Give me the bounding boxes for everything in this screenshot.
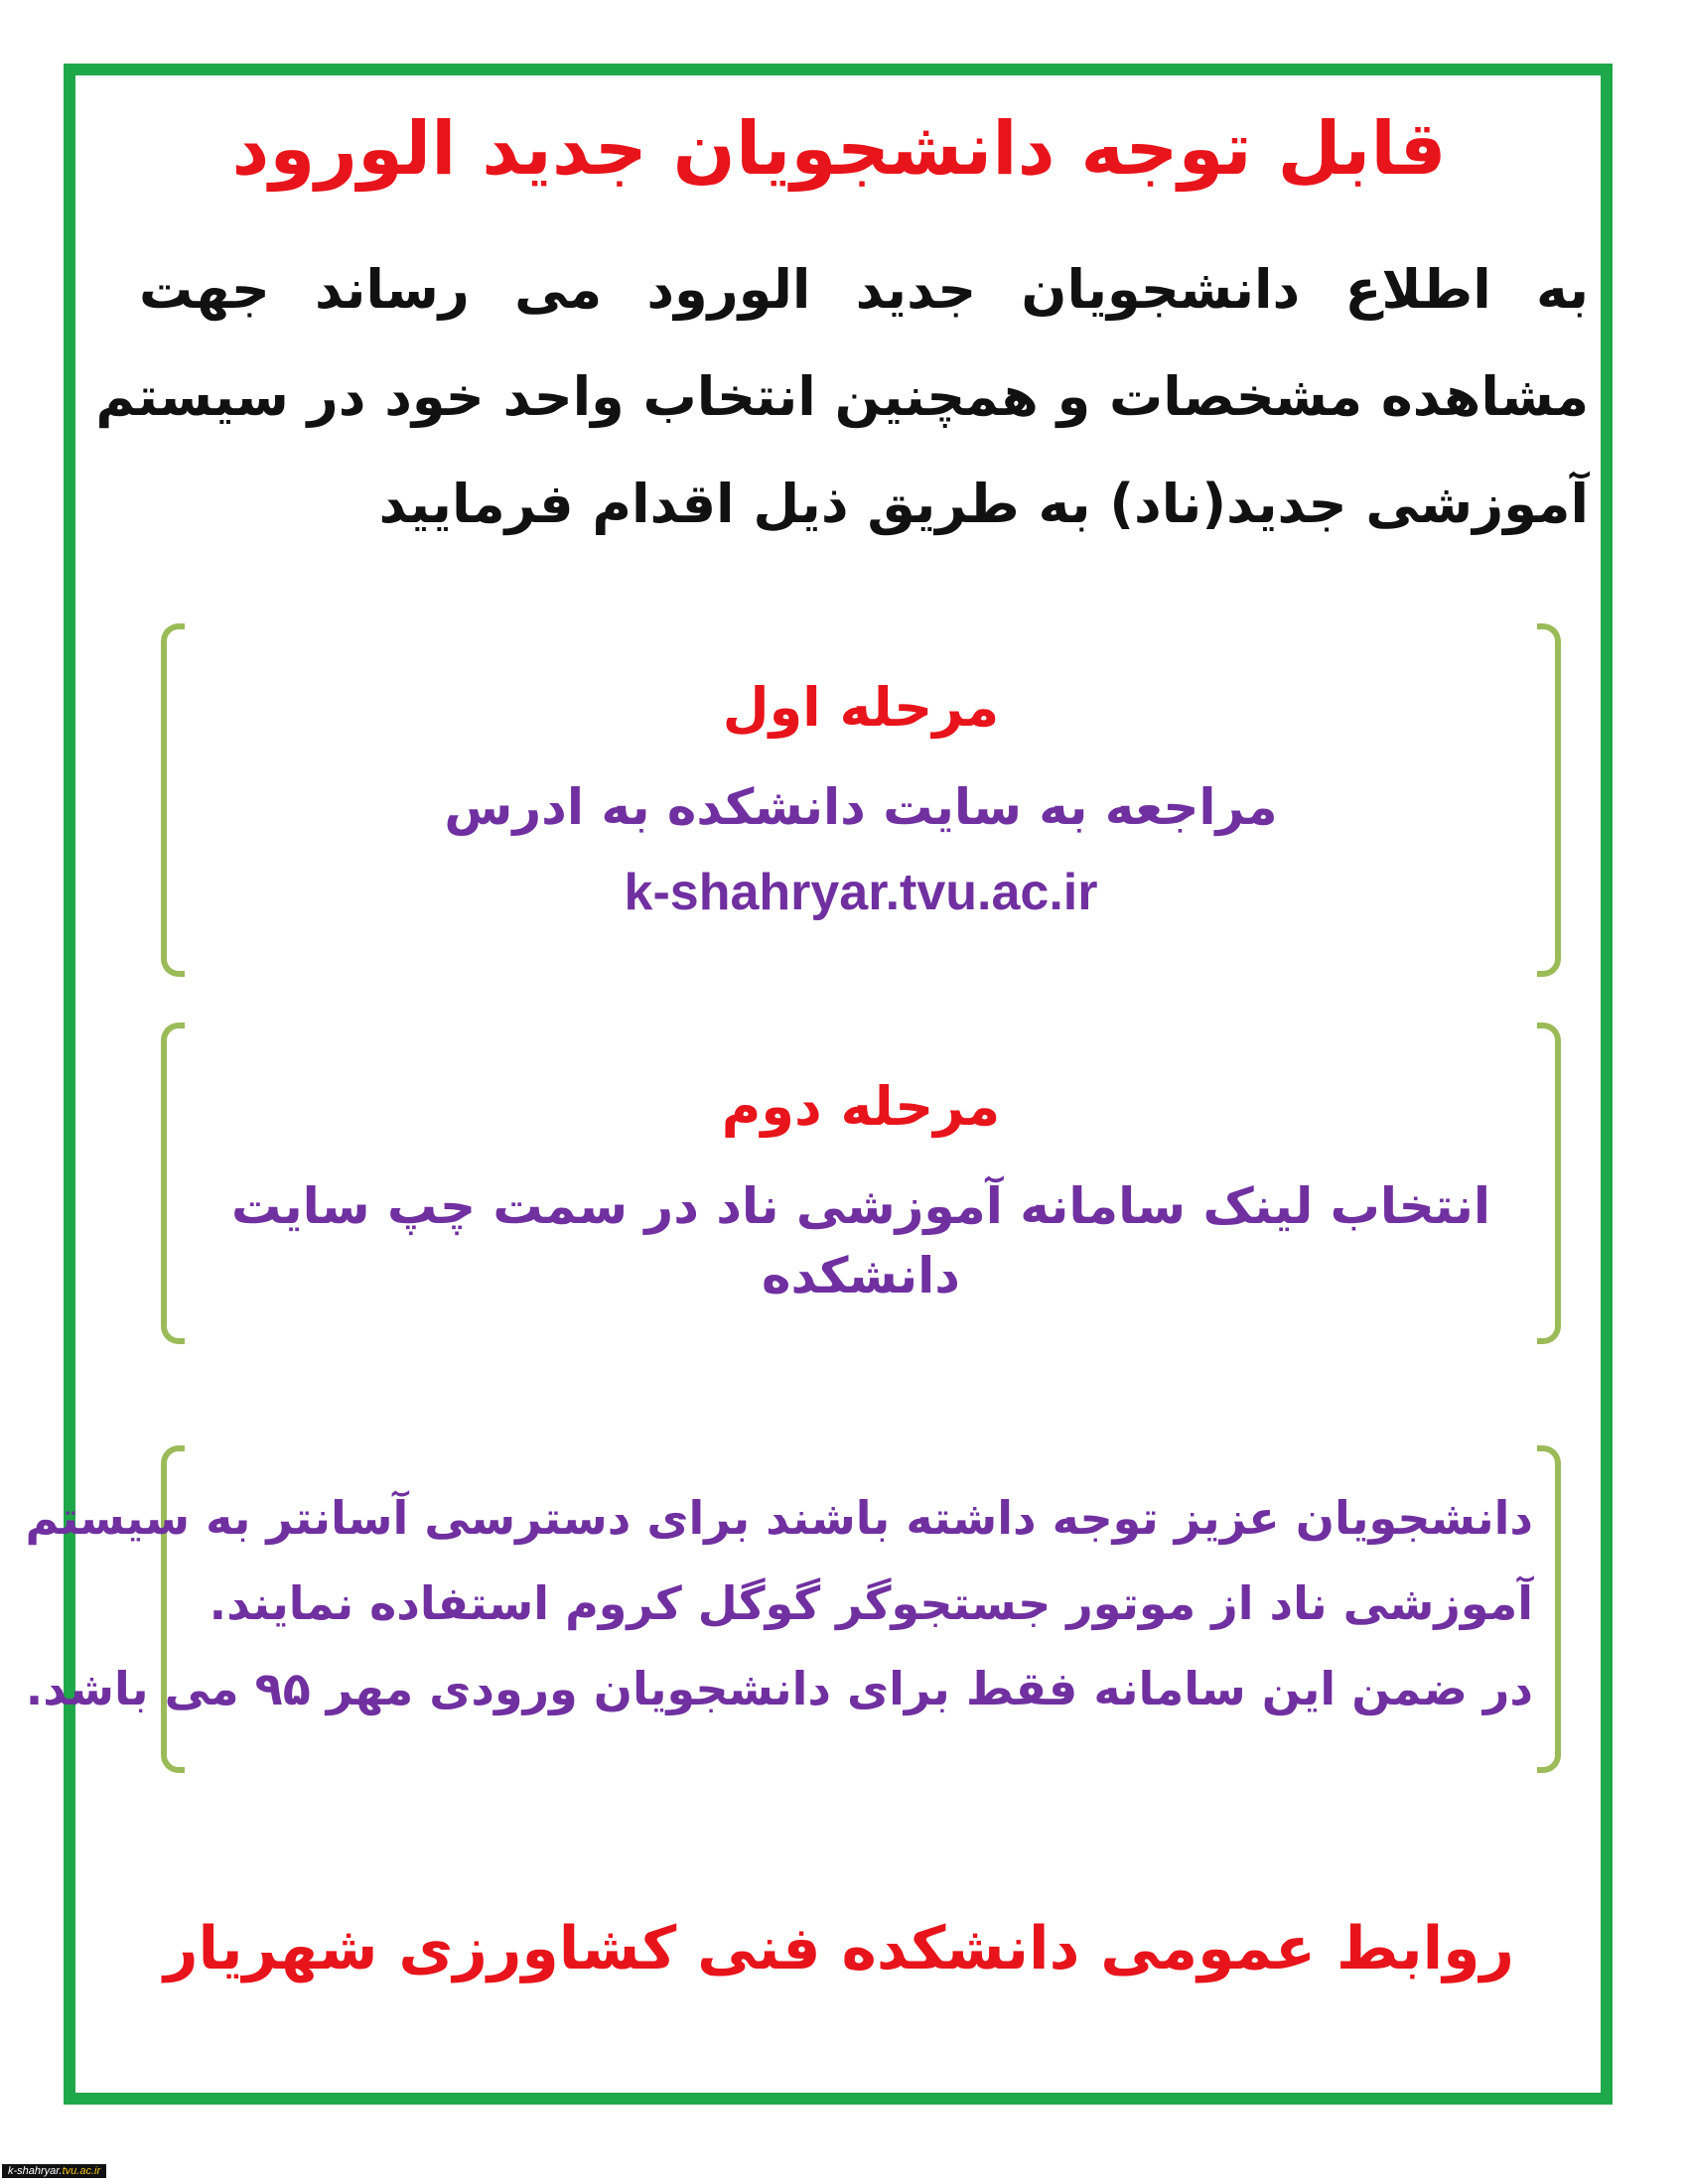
step-2-heading: مرحله دوم [721,1075,1001,1138]
note-line-2: آموزشی ناد از موتور جستجوگر گوگل کروم استفاده نمایند. [209,1576,1533,1630]
step-2-box [161,1023,1561,1344]
intro-line-2: مشاهده مشخصات و همچنین انتخاب واحد خود در سیستم [95,365,1589,428]
intro-line-1: به اطلاع دانشجویان جدید الورود می رساند جهت [139,258,1589,321]
intro-paragraph [95,236,1589,558]
footer-signature: روابط عمومی دانشکده فنی کشاورزی شهریار [163,1914,1515,1983]
watermark-label [2,2164,106,2178]
watermark-prefix: k-shahryar. [8,2165,63,2177]
note-line-1: دانشجویان عزیز توجه داشته باشند برای دسترسی آسانتر به سیستم [25,1491,1533,1545]
announcement-title: قابل توجه دانشجویان جدید الورود [231,106,1447,192]
right-bracket [1537,1445,1561,1773]
note-line-3: در ضمن این سامانه فقط برای دانشجویان ورودی مهر ۹۵ می باشد. [25,1662,1533,1715]
note-paragraph [25,1475,1533,1731]
step-1-text: مراجعه به سایت دانشکده به ادرس [444,778,1278,836]
note-box [25,1445,1561,1773]
step-2-text: انتخاب لینک سامانه آموزشی ناد در سمت چپ سایت دانشکده [230,1177,1491,1304]
intro-line-3: آموزشی جدید(ناد) به طریق ذیل اقدام فرمایید [378,473,1589,535]
step-1-heading: مرحله اول [722,676,1000,739]
step-1-box [161,623,1561,977]
watermark-domain: tvu.ac.ir [62,2165,101,2177]
site-url-link[interactable]: k-shahryar.tvu.ac.ir [624,864,1098,921]
